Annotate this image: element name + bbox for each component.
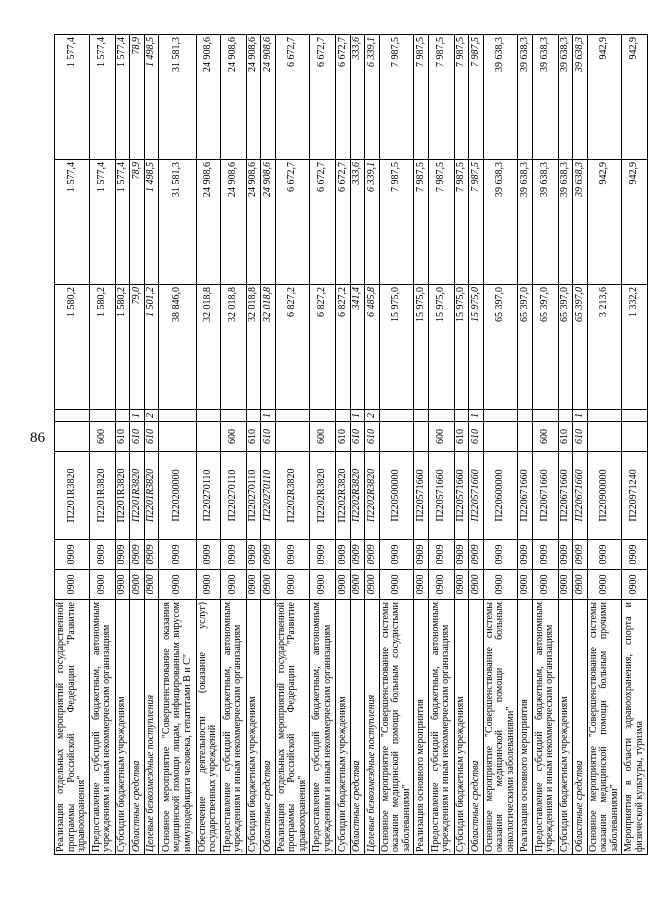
row-value-2-cell: 7 987,5	[428, 160, 454, 285]
row-value-3-cell: 7 987,5	[428, 35, 454, 160]
row-source-flag-cell	[518, 410, 533, 422]
row-section-code-cell: 0909	[587, 540, 622, 570]
table-row	[454, 35, 469, 855]
row-section-code-cell: 0909	[469, 540, 484, 570]
row-value-1-cell: 32 018,8	[261, 285, 276, 410]
row-value-2-cell: 6 339,1	[365, 160, 380, 285]
row-value-2-cell: 6 672,7	[275, 160, 310, 285]
row-value-2-cell: 24 908,6	[196, 160, 220, 285]
row-name-cell: Целевые безвозмездные поступления	[365, 600, 380, 855]
table-row	[89, 35, 115, 855]
row-value-2-cell: 1 577,4	[89, 160, 115, 285]
row-expense-type-cell: 610	[573, 422, 588, 452]
row-source-flag-cell	[159, 410, 197, 422]
row-ministry-code-cell: 0900	[414, 570, 429, 600]
row-section-code-cell: 0909	[532, 540, 558, 570]
row-ministry-code-cell: 0900	[196, 570, 220, 600]
row-target-article-cell: П2202R3820	[310, 452, 336, 540]
row-name-cell: Предоставление субсидий бюджетным, автономным учреждениям и иным некоммерческим организациям	[89, 600, 115, 855]
row-value-2-cell: 24 908,6	[220, 160, 246, 285]
row-expense-type-cell: 610	[261, 422, 276, 452]
row-expense-type-cell: 600	[428, 422, 454, 452]
row-target-article-cell: П2202R3820	[350, 452, 365, 540]
row-expense-type-cell	[518, 422, 533, 452]
row-section-code-cell: 0909	[159, 540, 197, 570]
row-expense-type-cell	[483, 422, 518, 452]
row-value-1-cell: 15 975,0	[454, 285, 469, 410]
table-row	[55, 35, 90, 855]
row-name-cell: Субсидии бюджетным учреждениям	[336, 600, 351, 855]
row-ministry-code-cell: 0900	[55, 570, 90, 600]
row-source-flag-cell: 1	[573, 410, 588, 422]
row-section-code-cell: 0909	[55, 540, 90, 570]
row-ministry-code-cell: 0900	[587, 570, 622, 600]
row-value-2-cell: 24 908,6	[246, 160, 261, 285]
row-source-flag-cell	[414, 410, 429, 422]
row-section-code-cell: 0909	[483, 540, 518, 570]
row-source-flag-cell	[428, 410, 454, 422]
row-expense-type-cell: 610	[558, 422, 573, 452]
row-value-1-cell: 79,0	[130, 285, 145, 410]
row-source-flag-cell	[275, 410, 310, 422]
row-source-flag-cell	[196, 410, 220, 422]
row-value-1-cell: 1 501,2	[144, 285, 159, 410]
row-expense-type-cell: 610	[115, 422, 130, 452]
table-row	[573, 35, 588, 855]
row-expense-type-cell: 610	[130, 422, 145, 452]
row-value-3-cell: 24 908,6	[246, 35, 261, 160]
row-value-3-cell: 6 339,1	[365, 35, 380, 160]
row-name-cell: Предоставление субсидий бюджетным, автономным учреждениям и иным некоммерческим организациям	[532, 600, 558, 855]
table-row	[310, 35, 336, 855]
row-ministry-code-cell: 0900	[532, 570, 558, 600]
row-value-2-cell: 39 638,3	[518, 160, 533, 285]
row-target-article-cell: П2201R3820	[55, 452, 90, 540]
row-value-1-cell: 65 397,0	[518, 285, 533, 410]
table-row	[483, 35, 518, 855]
row-expense-type-cell: 610	[454, 422, 469, 452]
row-section-code-cell: 0909	[365, 540, 380, 570]
row-value-3-cell: 942,9	[622, 35, 648, 160]
row-value-3-cell: 39 638,3	[532, 35, 558, 160]
table-row	[469, 35, 484, 855]
row-value-2-cell: 7 987,5	[379, 160, 414, 285]
row-section-code-cell: 0909	[428, 540, 454, 570]
row-section-code-cell: 0909	[89, 540, 115, 570]
row-expense-type-cell: 610	[246, 422, 261, 452]
row-name-cell: Областные средства	[573, 600, 588, 855]
row-value-2-cell: 1 498,5	[144, 160, 159, 285]
row-section-code-cell: 0909	[573, 540, 588, 570]
row-value-2-cell: 1 577,4	[115, 160, 130, 285]
row-source-flag-cell	[379, 410, 414, 422]
table-row	[532, 35, 558, 855]
row-ministry-code-cell: 0900	[622, 570, 648, 600]
row-value-2-cell: 39 638,3	[483, 160, 518, 285]
row-source-flag-cell: 1	[469, 410, 484, 422]
row-value-2-cell: 6 672,7	[336, 160, 351, 285]
row-source-flag-cell	[483, 410, 518, 422]
row-target-article-cell: П220600000	[483, 452, 518, 540]
row-value-1-cell: 65 397,0	[483, 285, 518, 410]
row-expense-type-cell	[622, 422, 648, 452]
row-value-1-cell: 341,4	[350, 285, 365, 410]
row-value-1-cell: 32 018,8	[246, 285, 261, 410]
row-value-1-cell: 15 975,0	[428, 285, 454, 410]
row-expense-type-cell: 600	[89, 422, 115, 452]
row-target-article-cell: П2201R3820	[115, 452, 130, 540]
table-row	[275, 35, 310, 855]
row-name-cell: Предоставление субсидий бюджетным, автономным учреждениям и иным некоммерческим организациям	[428, 600, 454, 855]
row-ministry-code-cell: 0900	[365, 570, 380, 600]
row-expense-type-cell	[275, 422, 310, 452]
row-ministry-code-cell: 0900	[159, 570, 197, 600]
row-ministry-code-cell: 0900	[573, 570, 588, 600]
row-target-article-cell: П2201R3820	[144, 452, 159, 540]
row-value-1-cell: 3 213,6	[587, 285, 622, 410]
row-ministry-code-cell: 0900	[130, 570, 145, 600]
row-expense-type-cell: 610	[336, 422, 351, 452]
page-number: 86	[30, 430, 45, 446]
row-target-article-cell: П2202R3820	[365, 452, 380, 540]
row-expense-type-cell: 610	[350, 422, 365, 452]
row-name-cell: Основное мероприятие "Совершенствование оказания медицинской помощи лицам, инфицированным вирусом иммунодефицита человека, гепатитами B и C"	[159, 600, 197, 855]
row-value-2-cell: 39 638,3	[532, 160, 558, 285]
row-ministry-code-cell: 0900	[144, 570, 159, 600]
row-ministry-code-cell: 0900	[483, 570, 518, 600]
row-section-code-cell: 0909	[130, 540, 145, 570]
row-source-flag-cell	[89, 410, 115, 422]
table-row	[336, 35, 351, 855]
row-ministry-code-cell: 0900	[428, 570, 454, 600]
row-source-flag-cell	[532, 410, 558, 422]
table-row	[261, 35, 276, 855]
row-target-article-cell: П2202R3820	[336, 452, 351, 540]
row-value-2-cell: 24 908,6	[261, 160, 276, 285]
row-section-code-cell: 0909	[454, 540, 469, 570]
row-value-3-cell: 6 672,7	[275, 35, 310, 160]
row-source-flag-cell: 1	[130, 410, 145, 422]
row-source-flag-cell	[246, 410, 261, 422]
row-expense-type-cell	[379, 422, 414, 452]
row-expense-type-cell: 600	[310, 422, 336, 452]
row-value-2-cell: 7 987,5	[469, 160, 484, 285]
table-row	[115, 35, 130, 855]
row-section-code-cell: 0909	[144, 540, 159, 570]
row-value-1-cell: 1 580,2	[55, 285, 90, 410]
table-row	[144, 35, 159, 855]
row-ministry-code-cell: 0900	[379, 570, 414, 600]
row-name-cell: Обеспечение деятельности (оказание услуг) государственных учреждений	[196, 600, 220, 855]
row-section-code-cell: 0909	[336, 540, 351, 570]
row-section-code-cell: 0909	[310, 540, 336, 570]
row-target-article-cell: П220270110	[220, 452, 246, 540]
row-section-code-cell: 0909	[275, 540, 310, 570]
row-section-code-cell: 0909	[246, 540, 261, 570]
row-name-cell: Реализация основного мероприятия	[518, 600, 533, 855]
row-expense-type-cell: 610	[469, 422, 484, 452]
row-ministry-code-cell: 0900	[558, 570, 573, 600]
row-target-article-cell: П220571660	[428, 452, 454, 540]
rotated-table-container	[54, 35, 645, 855]
row-ministry-code-cell: 0900	[310, 570, 336, 600]
row-value-1-cell: 15 975,0	[414, 285, 429, 410]
row-name-cell: Основное мероприятие "Совершенствование системы оказания медицинской помощи больным прочими заболеваниями"	[587, 600, 622, 855]
row-expense-type-cell	[587, 422, 622, 452]
row-target-article-cell: П220500000	[379, 452, 414, 540]
row-value-3-cell: 942,9	[587, 35, 622, 160]
table-row	[518, 35, 533, 855]
table-row	[428, 35, 454, 855]
row-name-cell: Целевые безвозмездные поступления	[144, 600, 159, 855]
row-name-cell: Областные средства	[469, 600, 484, 855]
row-value-3-cell: 1 577,4	[55, 35, 90, 160]
row-section-code-cell: 0909	[518, 540, 533, 570]
row-name-cell: Реализация основного мероприятия	[414, 600, 429, 855]
row-value-2-cell: 6 672,7	[310, 160, 336, 285]
row-source-flag-cell	[558, 410, 573, 422]
row-name-cell: Реализация отдельных мероприятий государственной программы Российской Федерации "Развитие здравоохранения"	[275, 600, 310, 855]
row-source-flag-cell	[622, 410, 648, 422]
row-source-flag-cell: 2	[144, 410, 159, 422]
row-source-flag-cell	[587, 410, 622, 422]
table-row	[622, 35, 648, 855]
row-value-3-cell: 78,9	[130, 35, 145, 160]
row-value-1-cell: 1 580,2	[115, 285, 130, 410]
row-expense-type-cell	[414, 422, 429, 452]
row-value-1-cell: 6 827,2	[275, 285, 310, 410]
row-value-2-cell: 7 987,5	[414, 160, 429, 285]
table-row	[414, 35, 429, 855]
row-value-2-cell: 39 638,3	[573, 160, 588, 285]
row-name-cell: Мероприятия в области здравоохранения, спорта и физической культуры, туризма	[622, 600, 648, 855]
row-value-3-cell: 39 638,3	[518, 35, 533, 160]
table-row	[246, 35, 261, 855]
row-value-3-cell: 7 987,5	[454, 35, 469, 160]
row-value-3-cell: 1 577,4	[115, 35, 130, 160]
row-ministry-code-cell: 0900	[89, 570, 115, 600]
table-row	[379, 35, 414, 855]
row-name-cell: Предоставление субсидий бюджетным, автономным учреждениям и иным некоммерческим организациям	[310, 600, 336, 855]
row-source-flag-cell	[310, 410, 336, 422]
row-name-cell: Основное мероприятие "Совершенствование системы оказания медицинской помощи больным сосудистыми заболеваниями"	[379, 600, 414, 855]
row-section-code-cell: 0909	[558, 540, 573, 570]
row-target-article-cell: П220571660	[414, 452, 429, 540]
row-value-3-cell: 7 987,5	[469, 35, 484, 160]
row-target-article-cell: П220571660	[469, 452, 484, 540]
table-row	[558, 35, 573, 855]
row-target-article-cell: П2202R3820	[275, 452, 310, 540]
row-value-3-cell: 7 987,5	[379, 35, 414, 160]
row-target-article-cell: П220270110	[261, 452, 276, 540]
table-row	[587, 35, 622, 855]
row-target-article-cell: П220671660	[532, 452, 558, 540]
row-source-flag-cell	[55, 410, 90, 422]
row-ministry-code-cell: 0900	[518, 570, 533, 600]
row-value-3-cell: 1 577,4	[89, 35, 115, 160]
table-row	[159, 35, 197, 855]
row-source-flag-cell: 1	[350, 410, 365, 422]
row-source-flag-cell: 1	[261, 410, 276, 422]
row-value-3-cell: 7 987,5	[414, 35, 429, 160]
row-target-article-cell: П220900000	[587, 452, 622, 540]
row-target-article-cell: П220671660	[558, 452, 573, 540]
row-value-3-cell: 39 638,3	[573, 35, 588, 160]
row-ministry-code-cell: 0900	[246, 570, 261, 600]
row-ministry-code-cell: 0900	[469, 570, 484, 600]
row-source-flag-cell	[336, 410, 351, 422]
row-value-1-cell: 15 975,0	[379, 285, 414, 410]
row-target-article-cell: П220270110	[196, 452, 220, 540]
row-target-article-cell: П2201R3820	[89, 452, 115, 540]
row-expense-type-cell: 600	[532, 422, 558, 452]
row-value-2-cell: 942,9	[622, 160, 648, 285]
row-value-1-cell: 65 397,0	[573, 285, 588, 410]
row-expense-type-cell: 600	[220, 422, 246, 452]
table-row	[350, 35, 365, 855]
row-value-1-cell: 6 827,2	[310, 285, 336, 410]
row-ministry-code-cell: 0900	[454, 570, 469, 600]
budget-table	[54, 34, 648, 855]
row-value-2-cell: 942,9	[587, 160, 622, 285]
row-name-cell: Областные средства	[130, 600, 145, 855]
row-name-cell: Субсидии бюджетным учреждениям	[558, 600, 573, 855]
row-target-article-cell: П220671660	[573, 452, 588, 540]
row-ministry-code-cell: 0900	[115, 570, 130, 600]
row-section-code-cell: 0909	[350, 540, 365, 570]
row-value-2-cell: 333,6	[350, 160, 365, 285]
row-value-1-cell: 6 827,2	[336, 285, 351, 410]
row-section-code-cell: 0909	[261, 540, 276, 570]
row-expense-type-cell	[196, 422, 220, 452]
row-section-code-cell: 0909	[622, 540, 648, 570]
row-target-article-cell: П220971240	[622, 452, 648, 540]
row-value-3-cell: 1 498,5	[144, 35, 159, 160]
row-name-cell: Основное мероприятие "Совершенствование системы оказания медицинской помощи больным онкологическими заболеваниями"	[483, 600, 518, 855]
row-value-2-cell: 39 638,3	[558, 160, 573, 285]
row-value-3-cell: 6 672,7	[336, 35, 351, 160]
row-value-3-cell: 333,6	[350, 35, 365, 160]
row-value-1-cell: 65 397,0	[532, 285, 558, 410]
row-value-2-cell: 31 581,3	[159, 160, 197, 285]
row-target-article-cell: П220571660	[454, 452, 469, 540]
row-value-1-cell: 32 018,8	[196, 285, 220, 410]
row-expense-type-cell	[159, 422, 197, 452]
row-expense-type-cell: 610	[365, 422, 380, 452]
row-name-cell: Субсидии бюджетным учреждениям	[454, 600, 469, 855]
row-target-article-cell: П2201R3820	[130, 452, 145, 540]
row-source-flag-cell	[115, 410, 130, 422]
row-expense-type-cell	[55, 422, 90, 452]
row-name-cell: Субсидии бюджетным учреждениям	[246, 600, 261, 855]
row-expense-type-cell: 610	[144, 422, 159, 452]
row-target-article-cell: П220671660	[518, 452, 533, 540]
row-value-1-cell: 38 846,0	[159, 285, 197, 410]
row-value-3-cell: 24 908,6	[196, 35, 220, 160]
row-value-3-cell: 39 638,3	[483, 35, 518, 160]
row-value-3-cell: 24 908,6	[220, 35, 246, 160]
row-source-flag-cell: 2	[365, 410, 380, 422]
row-value-3-cell: 6 672,7	[310, 35, 336, 160]
row-ministry-code-cell: 0900	[220, 570, 246, 600]
row-value-2-cell: 78,9	[130, 160, 145, 285]
row-section-code-cell: 0909	[414, 540, 429, 570]
row-value-3-cell: 24 908,6	[261, 35, 276, 160]
table-row	[130, 35, 145, 855]
row-value-1-cell: 15 975,0	[469, 285, 484, 410]
row-target-article-cell: П220200000	[159, 452, 197, 540]
row-source-flag-cell	[220, 410, 246, 422]
row-value-1-cell: 6 485,8	[365, 285, 380, 410]
row-source-flag-cell	[454, 410, 469, 422]
table-row	[220, 35, 246, 855]
row-name-cell: Областные средства	[261, 600, 276, 855]
row-value-2-cell: 1 577,4	[55, 160, 90, 285]
row-value-3-cell: 31 581,3	[159, 35, 197, 160]
row-ministry-code-cell: 0900	[275, 570, 310, 600]
row-section-code-cell: 0909	[115, 540, 130, 570]
row-target-article-cell: П220270110	[246, 452, 261, 540]
row-ministry-code-cell: 0900	[336, 570, 351, 600]
row-value-1-cell: 1 580,2	[89, 285, 115, 410]
row-value-1-cell: 65 397,0	[558, 285, 573, 410]
table-row	[196, 35, 220, 855]
row-ministry-code-cell: 0900	[261, 570, 276, 600]
budget-table-body	[55, 35, 648, 855]
row-value-1-cell: 32 018,8	[220, 285, 246, 410]
table-row	[365, 35, 380, 855]
row-section-code-cell: 0909	[196, 540, 220, 570]
row-name-cell: Областные средства	[350, 600, 365, 855]
row-section-code-cell: 0909	[220, 540, 246, 570]
row-value-2-cell: 7 987,5	[454, 160, 469, 285]
row-value-1-cell: 1 332,2	[622, 285, 648, 410]
row-name-cell: Предоставление субсидий бюджетным, автономным учреждениям и иным некоммерческим организациям	[220, 600, 246, 855]
row-section-code-cell: 0909	[379, 540, 414, 570]
row-name-cell: Реализация отдельных мероприятий государственной программы Российской Федерации "Развитие здравоохранения"	[55, 600, 90, 855]
row-value-3-cell: 39 638,3	[558, 35, 573, 160]
row-name-cell: Субсидии бюджетным учреждениям	[115, 600, 130, 855]
row-ministry-code-cell: 0900	[350, 570, 365, 600]
